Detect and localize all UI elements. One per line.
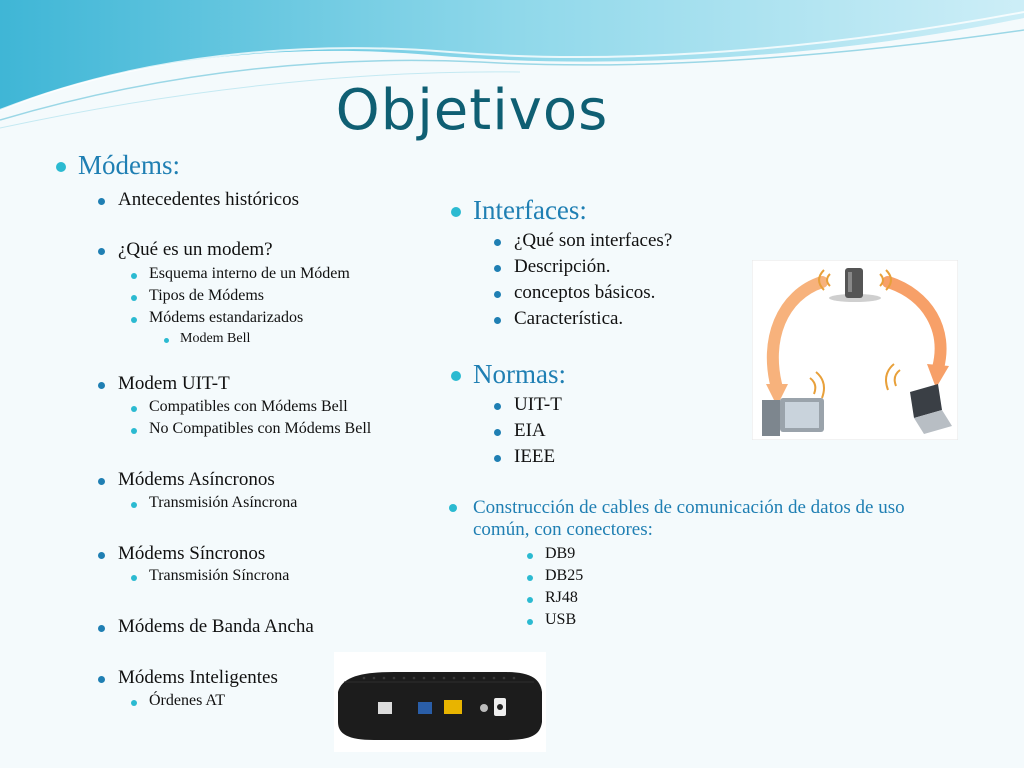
list-item-text: Descripción. [514, 256, 611, 277]
bullet-dot-icon [98, 552, 105, 559]
list-item-text: conceptos básicos. [514, 282, 656, 303]
list-item-text: Módems Síncronos [118, 543, 266, 564]
list-item [118, 667, 278, 689]
list-item-text: EIA [514, 420, 546, 441]
list-item [118, 373, 230, 395]
sub-list-item [149, 309, 303, 327]
bullet-dot-icon [98, 478, 105, 485]
bullet-cables [473, 497, 913, 541]
bullet-dot-icon [98, 248, 105, 255]
list-item [514, 446, 555, 468]
sub-list-item [149, 494, 297, 512]
list-item [514, 420, 546, 442]
bullet-dot-icon [131, 502, 137, 508]
bullet-modems-heading [78, 150, 180, 181]
list-item [514, 308, 623, 330]
list-item-text: Módems Asíncronos [118, 469, 275, 490]
sub-list-item-text: No Compatibles con Módems Bell [149, 420, 372, 437]
bullet-dot-icon [131, 700, 137, 706]
sub-list-item-text: Transmisión Síncrona [149, 567, 290, 584]
sub-list-item [149, 420, 371, 438]
sub-list-item-text: Compatibles con Módems Bell [149, 398, 348, 415]
bullet-dot-icon [56, 162, 66, 172]
bullet-dot-icon [494, 265, 501, 272]
bullet-dot-icon [494, 429, 501, 436]
sub-list-item [545, 545, 575, 563]
sub-list-item [149, 287, 264, 305]
list-item-text: Modem UIT-T [118, 373, 230, 394]
sub-list-item-text: Esquema interno de un Módem [149, 265, 350, 282]
bullet-dot-icon [527, 553, 533, 559]
bullet-dot-icon [449, 504, 457, 512]
sub-list-item-text: RJ48 [545, 589, 578, 606]
interfaces-heading-text: Interfaces: [473, 195, 587, 225]
sub-list-item-text: Tipos de Módems [149, 287, 264, 304]
list-item [118, 469, 275, 491]
list-item [514, 394, 562, 416]
bullet-dot-icon [451, 207, 461, 217]
normas-heading-text: Normas: [473, 359, 566, 389]
list-item [118, 616, 314, 638]
bullet-dot-icon [527, 597, 533, 603]
sub-sub-list-item [180, 331, 250, 347]
bullet-dot-icon [131, 273, 137, 279]
list-item [514, 256, 611, 278]
bullet-normas-heading [473, 359, 566, 390]
bullet-dot-icon [98, 676, 105, 683]
bullet-dot-icon [98, 198, 105, 205]
list-item-text: ¿Qué es un modem? [118, 239, 273, 260]
sub-list-item [149, 398, 348, 416]
sub-list-item-text: Órdenes AT [149, 692, 225, 709]
bullet-dot-icon [131, 295, 137, 301]
sub-list-item-text: Transmisión Asíncrona [149, 494, 298, 511]
list-item [514, 282, 655, 304]
bullet-interfaces-heading [473, 195, 587, 226]
modems-heading-text: Módems: [78, 150, 181, 180]
bullet-dot-icon [494, 317, 501, 324]
wireless-network-illustration [752, 260, 958, 440]
sub-list-item [545, 589, 578, 607]
bullet-dot-icon [131, 406, 137, 412]
list-item [118, 189, 299, 211]
bullet-dot-icon [164, 338, 169, 343]
modem-back-panel-photo [334, 652, 546, 752]
list-item [118, 543, 265, 565]
bullet-dot-icon [131, 317, 137, 323]
bullet-dot-icon [98, 382, 105, 389]
bullet-dot-icon [98, 625, 105, 632]
bullet-dot-icon [131, 575, 137, 581]
list-item-text: Antecedentes históricos [118, 189, 299, 210]
bullet-dot-icon [451, 371, 461, 381]
slide-title: Objetivos [335, 78, 609, 143]
list-item-text: IEEE [514, 446, 556, 467]
bullet-dot-icon [131, 428, 137, 434]
bullet-dot-icon [494, 455, 501, 462]
bullet-dot-icon [527, 619, 533, 625]
sub-sub-list-item-text: Modem Bell [180, 331, 251, 346]
bullet-dot-icon [494, 403, 501, 410]
sub-list-item-text: USB [545, 611, 577, 628]
list-item-text: Característica. [514, 308, 624, 329]
list-item-text: ¿Qué son interfaces? [514, 230, 673, 251]
cables-text: Construcción de cables de comunicación de datos de uso común, con conectores: [473, 497, 905, 540]
sub-list-item [545, 567, 583, 585]
bullet-dot-icon [527, 575, 533, 581]
sub-list-item-text: Módems estandarizados [149, 309, 304, 326]
sub-list-item [149, 265, 350, 283]
bullet-dot-icon [494, 291, 501, 298]
sub-list-item-text: DB9 [545, 545, 576, 562]
bullet-dot-icon [494, 239, 501, 246]
list-item [514, 230, 672, 252]
list-item-text: Módems Inteligentes [118, 667, 278, 688]
sub-list-item [149, 567, 289, 585]
list-item-text: UIT-T [514, 394, 562, 415]
list-item-text: Módems de Banda Ancha [118, 616, 314, 637]
sub-list-item [545, 611, 576, 629]
list-item [118, 239, 273, 261]
sub-list-item-text: DB25 [545, 567, 584, 584]
sub-list-item [149, 692, 225, 710]
